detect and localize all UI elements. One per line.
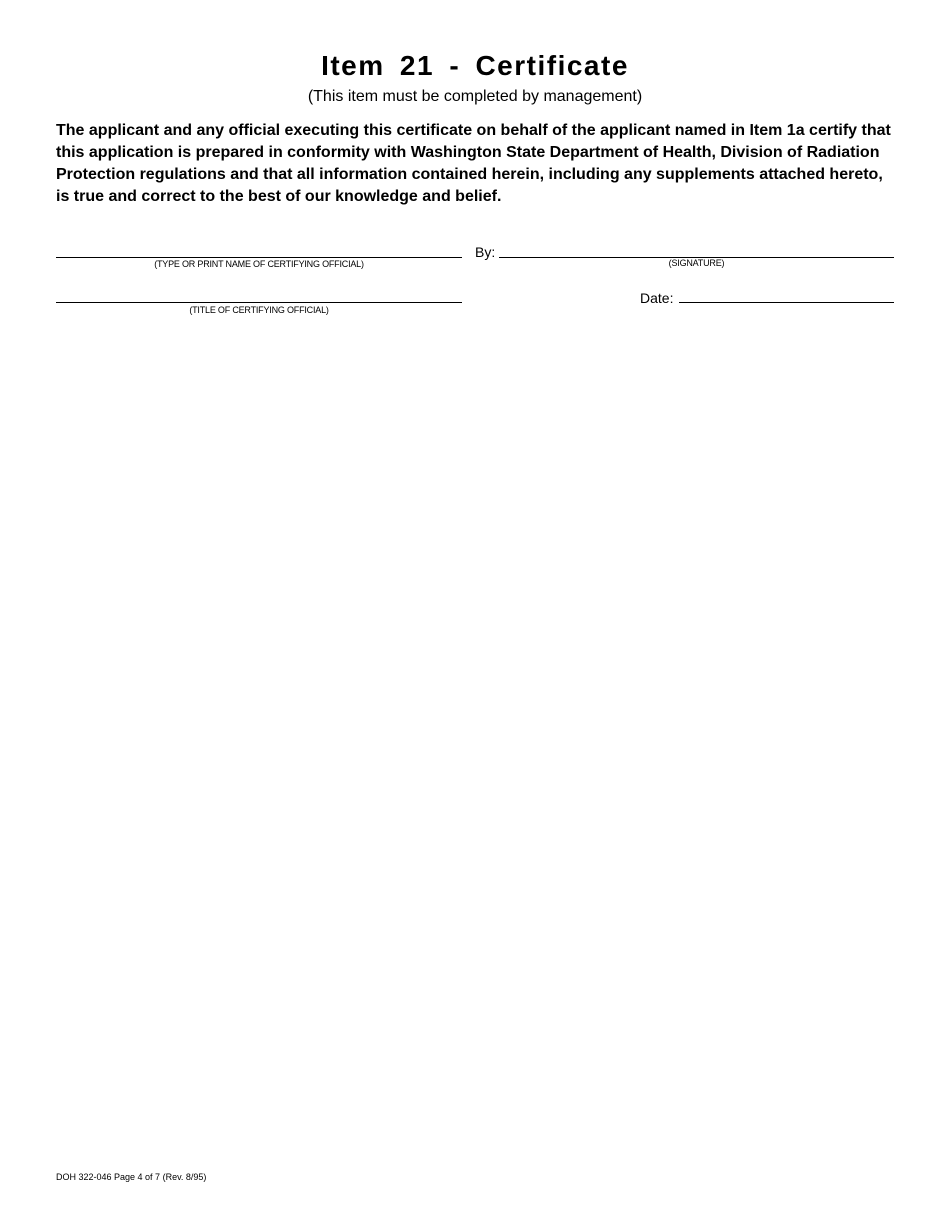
title-field-caption: (TITLE OF CERTIFYING OFFICIAL) bbox=[189, 305, 329, 315]
date-label: Date: bbox=[640, 290, 674, 306]
signature-field-caption: (SIGNATURE) bbox=[668, 258, 725, 268]
page-title: Item 21 - Certificate bbox=[321, 50, 629, 81]
title-field-line[interactable] bbox=[56, 302, 462, 303]
by-label: By: bbox=[475, 244, 496, 260]
page-subtitle: (This item must be completed by management) bbox=[307, 88, 643, 105]
certification-statement: The applicant and any official executing this certificate on behalf of the applicant named in Item 1a certify that this application is prepared in conformity with Washington State Department of Health, Division of Radiation Protection regulations and that all information contained herein, including any supplements attached hereto, is true and correct to the best of our knowledge and belief. bbox=[56, 122, 891, 205]
form-footer: DOH 322-046 Page 4 of 7 (Rev. 8/95) bbox=[56, 1172, 207, 1182]
name-field-caption: (TYPE OR PRINT NAME OF CERTIFYING OFFICIAL) bbox=[154, 259, 364, 269]
name-field-line[interactable] bbox=[56, 257, 462, 258]
date-field-line[interactable] bbox=[679, 302, 894, 303]
